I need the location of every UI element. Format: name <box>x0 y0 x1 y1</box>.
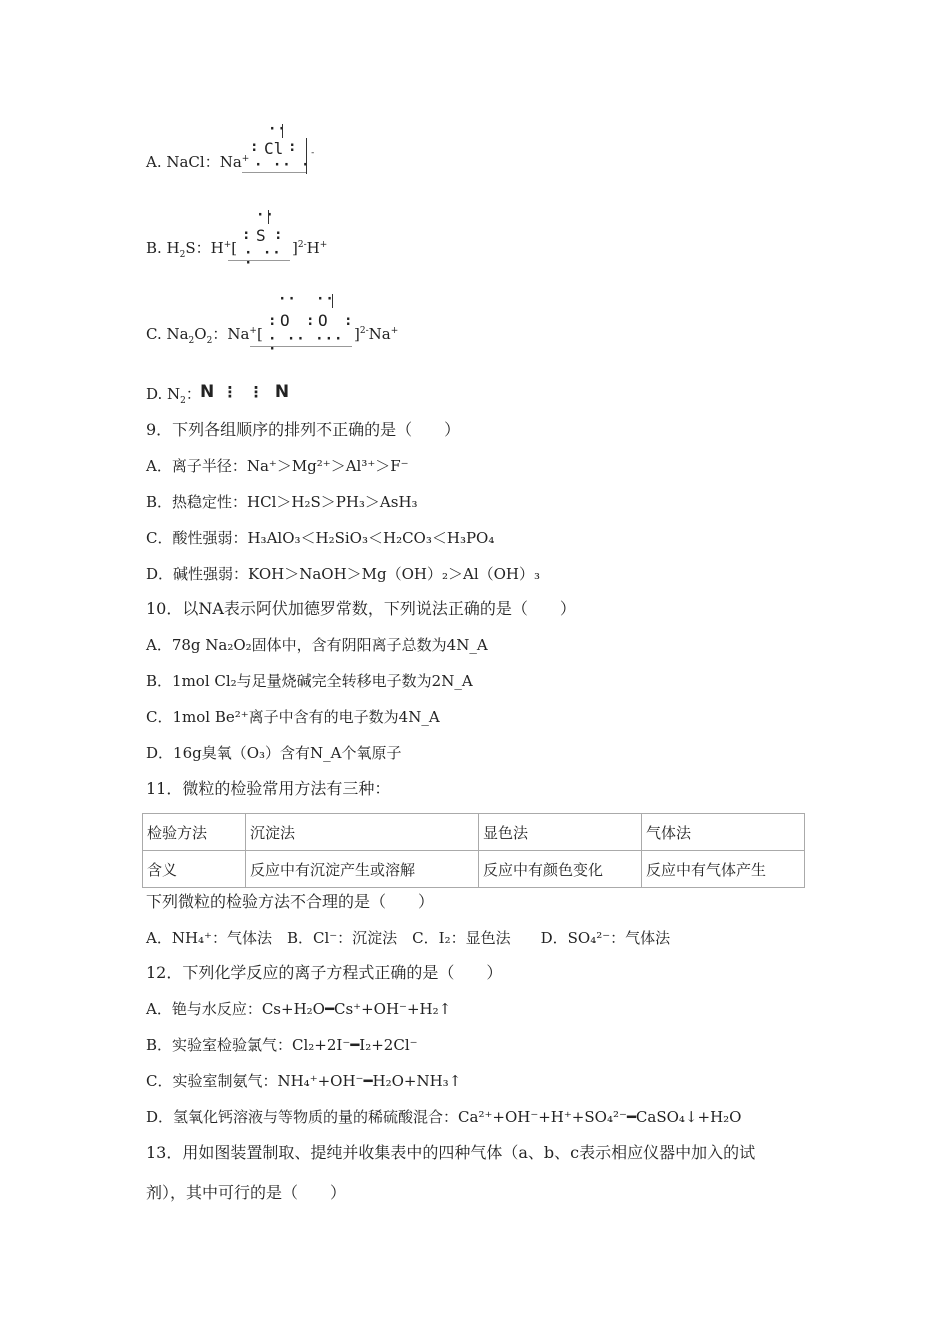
q10-option-d: D．16g臭氧（O₃）含有N_A个氧原子 <box>146 744 402 762</box>
lewis-o2-symbol: O <box>318 311 328 330</box>
q8-a-label: A. NaCl：Na <box>146 153 242 171</box>
lewis-o1-symbol: O <box>280 311 290 330</box>
q8-option-c: C. $Na_2O_2$：Na+[ <box>146 325 263 346</box>
q12-stem: 12．下列化学反应的离子方程式正确的是（ ） <box>146 963 503 982</box>
q8-option-b: B. $H_2S$：H+[ <box>146 239 238 260</box>
q8-c-tail: ]$^{2-}$Na+ <box>354 325 399 343</box>
q12-option-a: A．铯与水反应：Cs+H₂O━Cs⁺+OH⁻+H₂↑ <box>146 1000 452 1018</box>
q8-a-plus: + <box>241 154 250 164</box>
n2-structure: N ⋮ ⋮ N <box>200 382 290 402</box>
q10-option-c: C．1mol Be²⁺离子中含有的电子数为4N_A <box>146 708 440 726</box>
q10-stem: 10．以NA表示阿伏加德罗常数，下列说法正确的是（ ） <box>146 599 576 618</box>
q9-option-d: D．碱性强弱：KOH＞NaOH＞Mg（OH）₂＞Al（OH）₃ <box>146 565 541 583</box>
q10-option-b: B．1mol Cl₂与足量烧碱完全转移电子数为2N_A <box>146 672 473 690</box>
q11-stem: 11．微粒的检验常用方法有三种： <box>146 779 391 798</box>
q12-option-c: C．实验室制氨气：NH₄⁺+OH⁻━H₂O+NH₃↑ <box>146 1072 462 1090</box>
lewis-peroxide-anion: ·· ·· : O : O : · ·· ··· · <box>250 294 360 350</box>
lewis-cl-symbol: Cl <box>264 139 284 158</box>
q8-option-d: D. $N_2$： <box>146 385 201 406</box>
q12-option-b: B．实验室检验氯气：Cl₂+2I⁻━I₂+2Cl⁻ <box>146 1036 418 1054</box>
q13-stem-line2: 剂），其中可行的是（ ） <box>146 1183 347 1202</box>
q11-options: A．NH₄⁺：气体法 B．Cl⁻：沉淀法 C．I₂：显色法 D．SO₄²⁻：气体法 <box>146 929 671 947</box>
q8-option-a <box>146 152 249 172</box>
q9-option-b: B．热稳定性：HCl＞H₂S＞PH₃＞AsH₃ <box>146 493 418 511</box>
table-row: 含义 反应中有沉淀产生或溶解 反应中有颜色变化 反应中有气体产生 <box>143 851 805 888</box>
detection-methods-table <box>142 813 805 888</box>
q9-option-a: A．离子半径：Na⁺＞Mg²⁺＞Al³⁺＞F⁻ <box>146 457 409 475</box>
lewis-cl-anion: ·· : Cl : · ·· · - <box>242 124 312 174</box>
q11-question: 下列微粒的检验方法不合理的是（ ） <box>146 892 435 911</box>
q8-b-tail: ]$^{2-}$H+ <box>292 239 328 257</box>
lewis-s-symbol: S <box>256 226 266 245</box>
q10-option-a: A．78g Na₂O₂固体中，含有阴阳离子总数为4N_A <box>146 636 488 654</box>
q12-option-d: D．氢氧化钙溶液与等物质的量的稀硫酸混合：Ca²⁺+OH⁻+H⁺+SO₄²⁻━CaSO₄↓+H₂O <box>146 1108 742 1126</box>
q9-stem: 9．下列各组顺序的排列不正确的是（ ） <box>146 420 461 439</box>
lewis-s-anion: ·· : S : · ·· · <box>228 210 298 264</box>
q13-stem-line1: 13．用如图装置制取、提纯并收集表中的四种气体（a、b、c表示相应仪器中加入的试 <box>146 1143 756 1162</box>
table-row: 检验方法 沉淀法 显色法 气体法 <box>143 814 805 851</box>
q9-option-c: C．酸性强弱：H₃AlO₃＜H₂SiO₃＜H₂CO₃＜H₃PO₄ <box>146 529 495 547</box>
